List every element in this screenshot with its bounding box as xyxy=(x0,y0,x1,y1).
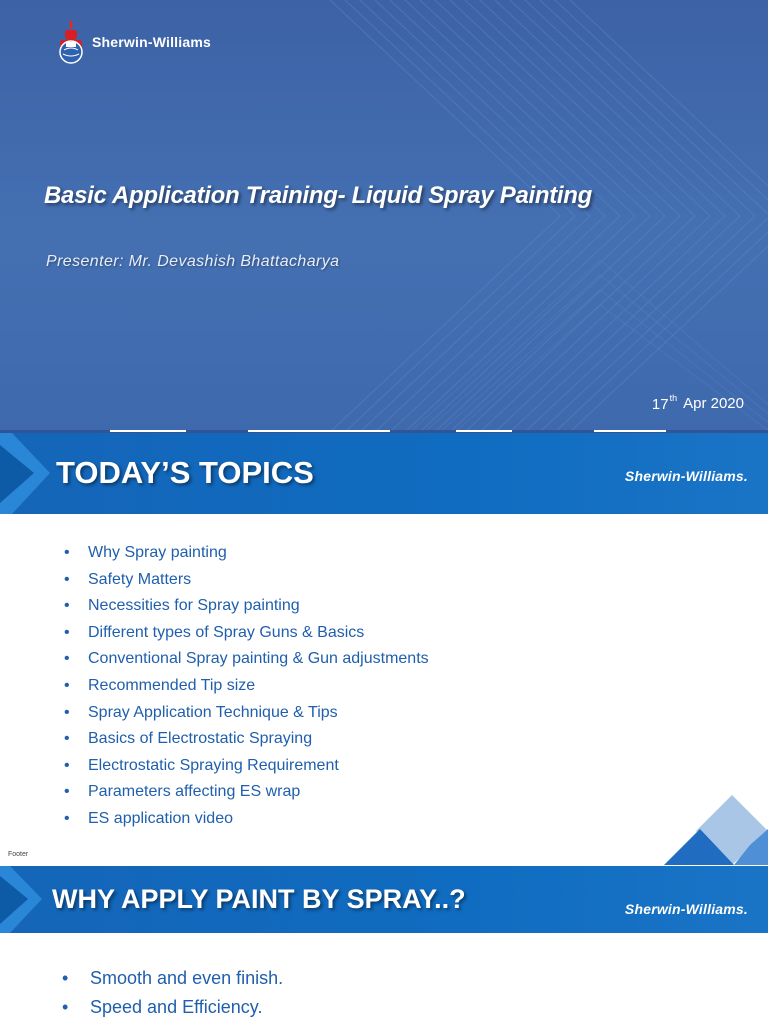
list-item: • Recommended Tip size xyxy=(64,676,256,694)
footer-label: Footer xyxy=(8,851,29,858)
cover-the-earth-logo-icon xyxy=(56,16,86,68)
topics-title: TODAY’S TOPICS xyxy=(56,455,314,490)
list-item: • Basics of Electrostatic Spraying xyxy=(64,730,313,748)
brand-logo xyxy=(56,16,211,68)
date-day: 17th xyxy=(651,393,678,413)
list-item: • Conventional Spray painting & Gun adjustments xyxy=(64,650,429,668)
reasons-list xyxy=(62,964,283,1022)
diamond-corner-icon xyxy=(664,795,768,865)
list-item: • Speed and Efficiency. xyxy=(62,997,263,1017)
list-item: • Necessities for Spray painting xyxy=(64,597,300,615)
presentation-title: Basic Application Training- Liquid Spray Painting xyxy=(44,182,593,209)
date-month-year: Apr 2020 xyxy=(683,395,744,412)
why-spray-slide xyxy=(0,866,768,1024)
list-item: • Parameters affecting ES wrap xyxy=(64,783,301,801)
why-spray-header xyxy=(0,866,768,933)
topics-list xyxy=(64,540,429,833)
chevron-arrow-icon xyxy=(0,433,60,514)
list-item: • Spray Application Technique & Tips xyxy=(64,703,338,721)
header-brand: Sherwin-Williams. xyxy=(624,468,748,484)
chevron-arrow-icon xyxy=(0,866,52,933)
presenter-name: Presenter: Mr. Devashish Bhattacharya xyxy=(46,253,340,270)
list-item: • ES application video xyxy=(64,809,233,827)
list-item: • Smooth and even finish. xyxy=(62,968,284,988)
title-slide xyxy=(0,0,768,432)
why-spray-title: WHY APPLY PAINT BY SPRAY..? xyxy=(52,884,466,914)
topics-slide xyxy=(0,433,768,865)
list-item: • Why Spray painting xyxy=(64,544,227,561)
topics-header xyxy=(0,433,768,514)
list-item: • Safety Matters xyxy=(64,570,192,588)
header-brand: Sherwin-Williams. xyxy=(624,901,748,917)
brand-wordmark: Sherwin-Williams xyxy=(92,34,211,50)
list-item: • Electrostatic Spraying Requirement xyxy=(64,756,339,774)
list-item: • Different types of Spray Guns & Basics xyxy=(64,623,365,641)
presentation-date xyxy=(652,395,744,413)
